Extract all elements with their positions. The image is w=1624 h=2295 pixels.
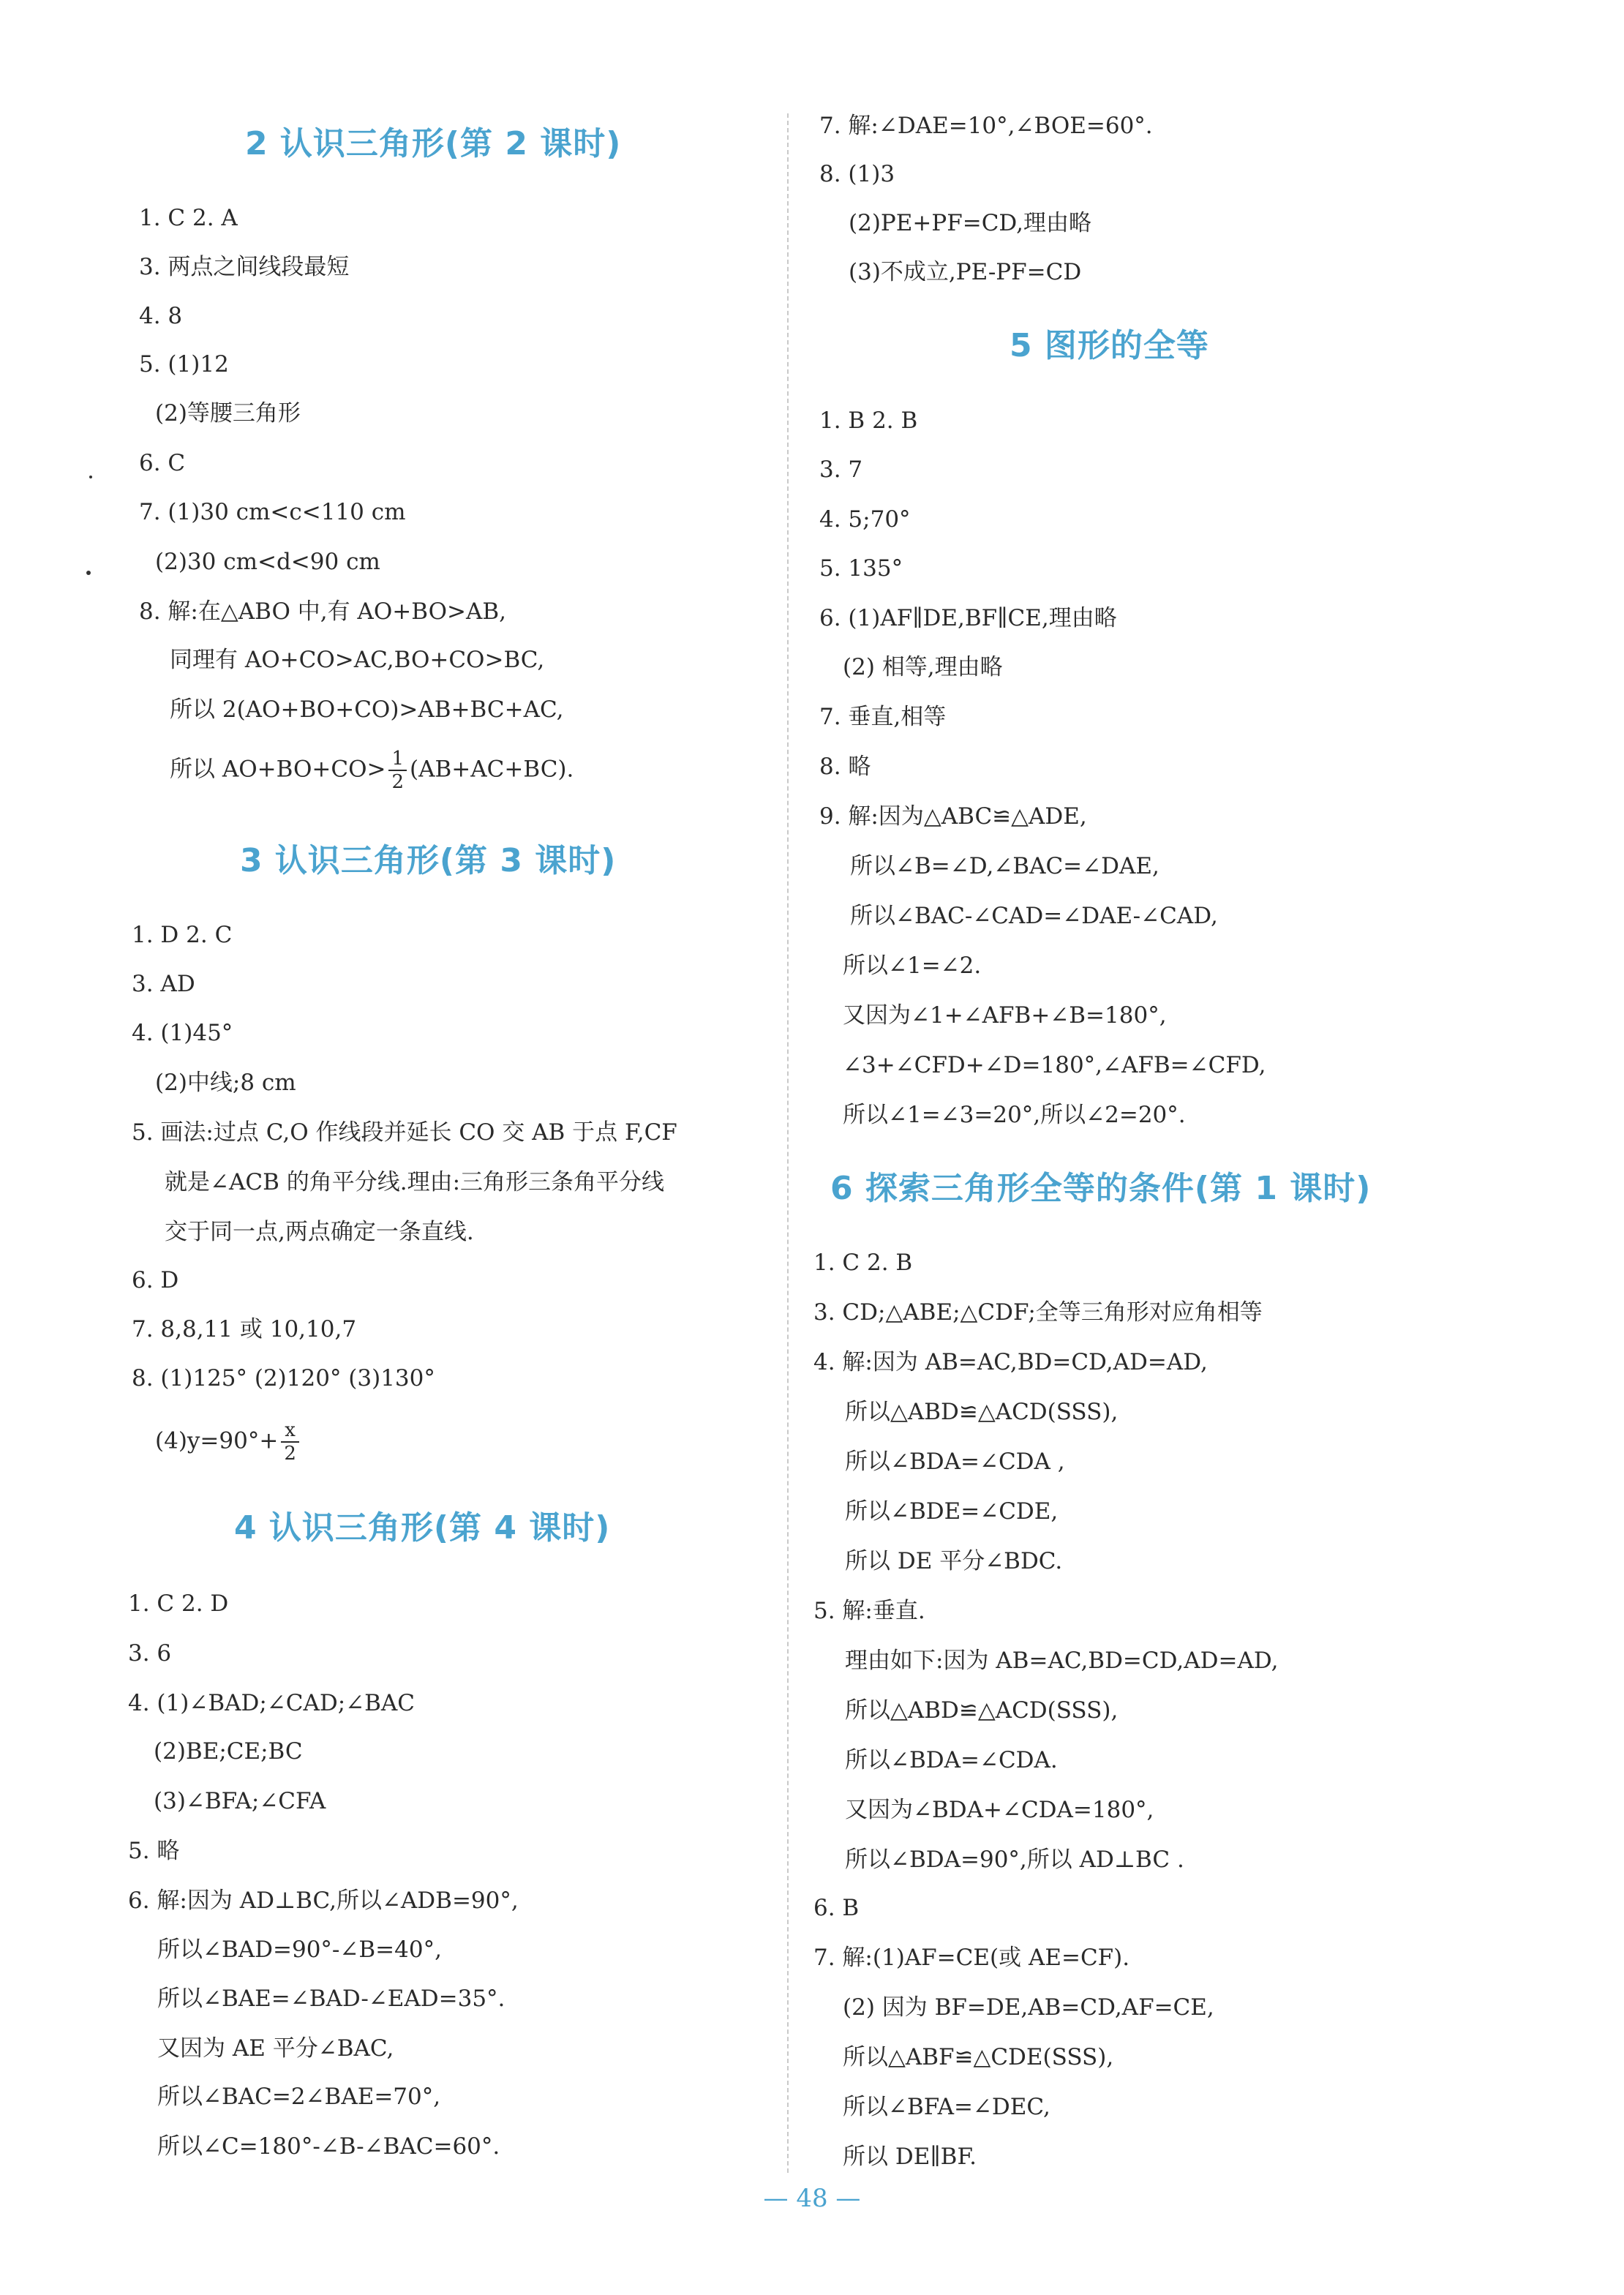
answer-line: 6. B bbox=[813, 1895, 860, 1921]
answer-line: 4. (1)45° bbox=[132, 1020, 233, 1046]
answer-line: 5. 略 bbox=[128, 1838, 180, 1864]
answer-line: 所以△ABD≌△ACD(SSS), bbox=[845, 1399, 1119, 1425]
section-heading-5: 5 图形的全等 bbox=[1010, 327, 1209, 364]
answer-line: 5. (1)12 bbox=[139, 351, 229, 378]
fraction bbox=[388, 748, 407, 793]
answer-line: 5. 135° bbox=[819, 555, 903, 582]
answer-line: 所以∠BAC-∠CAD=∠DAE-∠CAD, bbox=[850, 903, 1218, 929]
answer-line: 3. 7 bbox=[819, 457, 863, 483]
answer-line: 所以∠BAE=∠BAD-∠EAD=35°. bbox=[157, 1986, 505, 2012]
section-heading-6: 6 探索三角形全等的条件(第 1 课时) bbox=[830, 1170, 1372, 1207]
answer-line: 5. 解:垂直. bbox=[813, 1598, 925, 1624]
answer-line: (2)30 cm<d<90 cm bbox=[155, 549, 380, 575]
section-heading-4: 4 认识三角形(第 4 课时) bbox=[234, 1509, 611, 1547]
answer-line: 7. 解:∠DAE=10°,∠BOE=60°. bbox=[819, 113, 1153, 139]
answer-line: 3. 6 bbox=[128, 1640, 172, 1667]
answer-line: 又因为 AE 平分∠BAC, bbox=[157, 2035, 394, 2062]
answer-line: 7. 垂直,相等 bbox=[819, 704, 947, 730]
fraction-denominator: 2 bbox=[391, 771, 405, 793]
answer-line: 6. 解:因为 AD⊥BC,所以∠ADB=90°, bbox=[128, 1888, 519, 1914]
answer-line: ∠3+∠CFD+∠D=180°,∠AFB=∠CFD, bbox=[843, 1052, 1266, 1078]
answer-line: 又因为∠BDA+∠CDA=180°, bbox=[845, 1797, 1154, 1823]
answer-line: 6. C bbox=[139, 450, 186, 476]
answer-line: 所以∠C=180°-∠B-∠BAC=60°. bbox=[157, 2133, 500, 2160]
answer-line: 1. C 2. D bbox=[128, 1590, 229, 1617]
answer-line: 所以∠BAD=90°-∠B=40°, bbox=[157, 1937, 442, 1963]
fraction bbox=[281, 1419, 299, 1465]
answer-line: 所以∠BDA=∠CDA , bbox=[845, 1449, 1065, 1475]
answer-line: 4. (1)∠BAD;∠CAD;∠BAC bbox=[128, 1690, 416, 1716]
answer-line: 7. (1)30 cm<c<110 cm bbox=[139, 499, 406, 525]
answer-line: 6. D bbox=[132, 1267, 179, 1293]
answer-line: (2)PE+PF=CD,理由略 bbox=[849, 210, 1092, 236]
answer-line: 7. 解:(1)AF=CE(或 AE=CF). bbox=[813, 1945, 1130, 1971]
answer-line: (3)∠BFA;∠CFA bbox=[154, 1788, 326, 1814]
answer-line: 同理有 AO+CO>AC,BO+CO>BC, bbox=[170, 647, 545, 673]
fraction-numerator: 1 bbox=[388, 748, 407, 771]
answer-line: (3)不成立,PE-PF=CD bbox=[849, 259, 1082, 285]
answer-line: 4. 5;70° bbox=[819, 506, 911, 533]
answer-line: 交于同一点,两点确定一条直线. bbox=[165, 1219, 474, 1245]
answer-line-fraction bbox=[155, 1419, 302, 1465]
answer-line: 1. C 2. A bbox=[139, 205, 238, 231]
fraction-denominator: 2 bbox=[284, 1443, 296, 1465]
answer-line: 4. 解:因为 AB=AC,BD=CD,AD=AD, bbox=[813, 1349, 1208, 1375]
answer-line: 5. 画法:过点 C,O 作线段并延长 CO 交 AB 于点 F,CF bbox=[132, 1119, 677, 1146]
answer-line: 3. 两点之间线段最短 bbox=[139, 254, 350, 280]
answer-line: 8. 解:在△ABO 中,有 AO+BO>AB, bbox=[139, 598, 506, 625]
answer-line: 所以∠BDA=∠CDA. bbox=[845, 1747, 1058, 1773]
answer-line: 3. CD;△ABE;△CDF;全等三角形对应角相等 bbox=[813, 1299, 1263, 1326]
answer-line: 7. 8,8,11 或 10,10,7 bbox=[132, 1316, 357, 1342]
answer-line: 1. C 2. B bbox=[813, 1250, 913, 1276]
answer-line: 3. AD bbox=[132, 971, 195, 997]
answer-line: (2)中线;8 cm bbox=[155, 1070, 296, 1096]
section-heading-3: 3 认识三角形(第 3 课时) bbox=[240, 842, 617, 879]
answer-line: (2) 相等,理由略 bbox=[843, 654, 1003, 680]
answer-line: 所以 2(AO+BO+CO)>AB+BC+AC, bbox=[170, 696, 564, 723]
answer-line: 所以∠BDA=90°,所以 AD⊥BC . bbox=[845, 1847, 1184, 1873]
answer-line: 1. B 2. B bbox=[819, 407, 918, 434]
answer-line: 理由如下:因为 AB=AC,BD=CD,AD=AD, bbox=[845, 1648, 1279, 1674]
answer-line-fraction bbox=[170, 748, 574, 793]
answer-line: 9. 解:因为△ABC≌△ADE, bbox=[819, 803, 1087, 830]
answer-line: 所以△ABF≌△CDE(SSS), bbox=[843, 2044, 1114, 2070]
page-number: — 48 — bbox=[763, 2184, 861, 2213]
answer-line: 就是∠ACB 的角平分线.理由:三角形三条角平分线 bbox=[165, 1169, 665, 1195]
answer-line: (2)等腰三角形 bbox=[155, 400, 301, 427]
answer-line: 所以∠BFA=∠DEC, bbox=[843, 2094, 1050, 2120]
answer-line: 所以∠BDE=∠CDE, bbox=[845, 1498, 1059, 1525]
answer-line: 1. D 2. C bbox=[132, 922, 233, 948]
scan-speck bbox=[89, 476, 92, 478]
answer-line: 所以∠1=∠2. bbox=[843, 953, 982, 979]
answer-text: (AB+AC+BC). bbox=[410, 756, 574, 783]
answer-line: 又因为∠1+∠AFB+∠B=180°, bbox=[843, 1002, 1167, 1029]
answer-line: 8. 略 bbox=[819, 754, 871, 780]
answer-line: 4. 8 bbox=[139, 303, 183, 329]
answer-line: 8. (1)125° (2)120° (3)130° bbox=[132, 1365, 435, 1391]
answer-line: 所以 DE∥BF. bbox=[843, 2144, 977, 2170]
answer-line: 8. (1)3 bbox=[819, 161, 895, 187]
column-divider bbox=[787, 113, 789, 2173]
scan-speck bbox=[86, 571, 91, 575]
answer-line: 所以∠1=∠3=20°,所以∠2=20°. bbox=[843, 1102, 1186, 1128]
answer-line: 所以△ABD≌△ACD(SSS), bbox=[845, 1697, 1119, 1724]
answer-line: 所以∠BAC=2∠BAE=70°, bbox=[157, 2084, 441, 2110]
answer-text: 所以 AO+BO+CO> bbox=[170, 756, 386, 783]
answer-line: (2)BE;CE;BC bbox=[154, 1738, 303, 1765]
answer-line: (2) 因为 BF=DE,AB=CD,AF=CE, bbox=[843, 1994, 1214, 2021]
fraction-numerator: x bbox=[281, 1419, 299, 1443]
answer-line: 所以∠B=∠D,∠BAC=∠DAE, bbox=[850, 853, 1159, 879]
section-heading-2: 2 认识三角形(第 2 课时) bbox=[245, 125, 622, 162]
answer-line: 所以 DE 平分∠BDC. bbox=[845, 1548, 1063, 1574]
answer-text: (4)y=90°+ bbox=[155, 1427, 279, 1454]
answer-line: 6. (1)AF∥DE,BF∥CE,理由略 bbox=[819, 605, 1117, 631]
